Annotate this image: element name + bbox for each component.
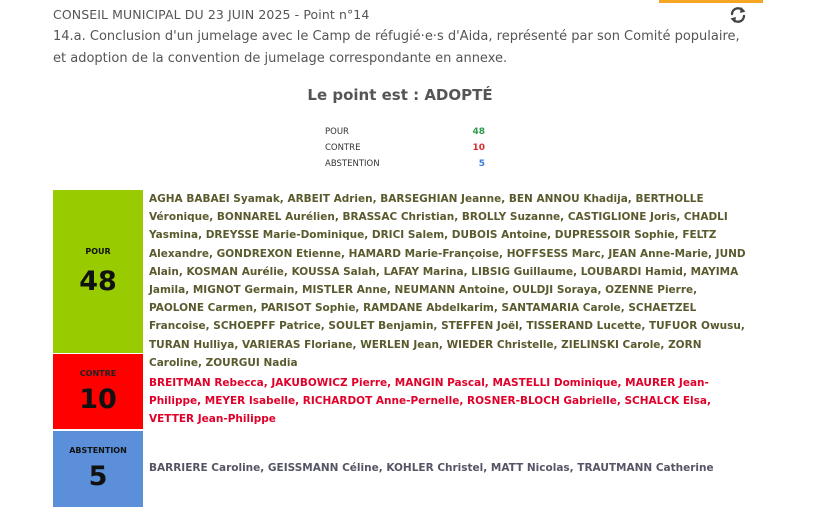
summary-row-abstention (325, 156, 485, 172)
summary-row-pour (325, 124, 485, 140)
summary-row-contre (325, 140, 485, 156)
summary-abstention-label: ABSTENTION (325, 159, 380, 169)
contre-names-list: BREITMAN Rebecca, JAKUBOWICZ Pierre, MANGIN Pascal, MASTELLI Dominique, MAURER Jean-Philippe, MEYER Isabelle, RICHARDOT Anne-Pernelle, ROSNER-BLOCH Gabrielle, SCHALCK Elsa, VETTER Jean-Philippe (149, 377, 711, 426)
summary-contre-label: CONTRE (325, 143, 361, 153)
pour-block-count: 48 (79, 265, 117, 297)
summary-pour-label: POUR (325, 127, 349, 137)
meeting-line: CONSEIL MUNICIPAL DU 23 JUIN 2025 - Point n°14 (53, 7, 370, 22)
summary-abstention-count: 5 (478, 159, 485, 169)
abstention-names-list: BARRIERE Caroline, GEISSMANN Céline, KOHLER Christel, MATT Nicolas, TRAUTMANN Catherine (149, 462, 714, 474)
contre-block (53, 354, 143, 429)
contre-block-label: CONTRE (79, 368, 117, 378)
refresh-icon (728, 6, 748, 24)
abstention-block-label: ABSTENTION (69, 446, 127, 455)
vote-summary (325, 124, 485, 172)
top-accent-bar (659, 0, 763, 3)
contre-block-count: 10 (79, 383, 117, 415)
result-title: Le point est : ADOPTÉ (307, 86, 493, 104)
pour-block-label: POUR (85, 246, 111, 256)
point-subject: 14.a. Conclusion d'un jumelage avec le Camp de réfugié·e·s d'Aida, représenté par son Comité populaire, et adoption de la convention de jumelage correspondante en annexe. (53, 29, 740, 66)
refresh-button[interactable] (727, 5, 749, 25)
abstention-block (53, 431, 143, 507)
abstention-block-count: 5 (88, 461, 108, 492)
pour-block (53, 190, 143, 353)
pour-names-list: AGHA BABAEI Syamak, ARBEIT Adrien, BARSEGHIAN Jeanne, BEN ANNOU Khadija, BERTHOLLE Véronique, BONNAREL Aurélien, BRASSAC Christian, BROLLY Suzanne, CASTIGLIONE Joris, CHADLI Yasmina, DREYSSE Marie-Dominique, DRICI Salem, DUBOIS Antoine, DUPRESSOIR Sophie, FELTZ Alexandre, GONDREXON Etienne, HAMARD Marie-Françoise, HOFFSESS Marc, JEAN Anne-Marie, JUND Alain, KOSMAN Aurélie, KOUSSA Salah, LAFAY Marina, LIBSIG Guillaume, LOUBARDI Hamid, MAYIMA Jamila, MIGNOT Germain, MISTLER Anne, NEUMANN Antoine, OULDJI Soraya, OZENNE Pierre, PAOLONE Carmen, PARISOT Sophie, RAMDANE Abdelkarim, SANTAMARIA Carole, SCHAETZEL Francoise, SCHOEPFF Patrice, SOULET Benjamin, STEFFEN Joël, TISSERAND Lucette, TUFUOR Owusu, TURAN Hulliya, VARIERAS Floriane, WERLEN Jean, WIEDER Christelle, ZIELINSKI Carole, ZORN Caroline, ZOURGUI Nadia (149, 193, 746, 369)
summary-contre-count: 10 (472, 143, 485, 153)
summary-pour-count: 48 (472, 127, 485, 137)
